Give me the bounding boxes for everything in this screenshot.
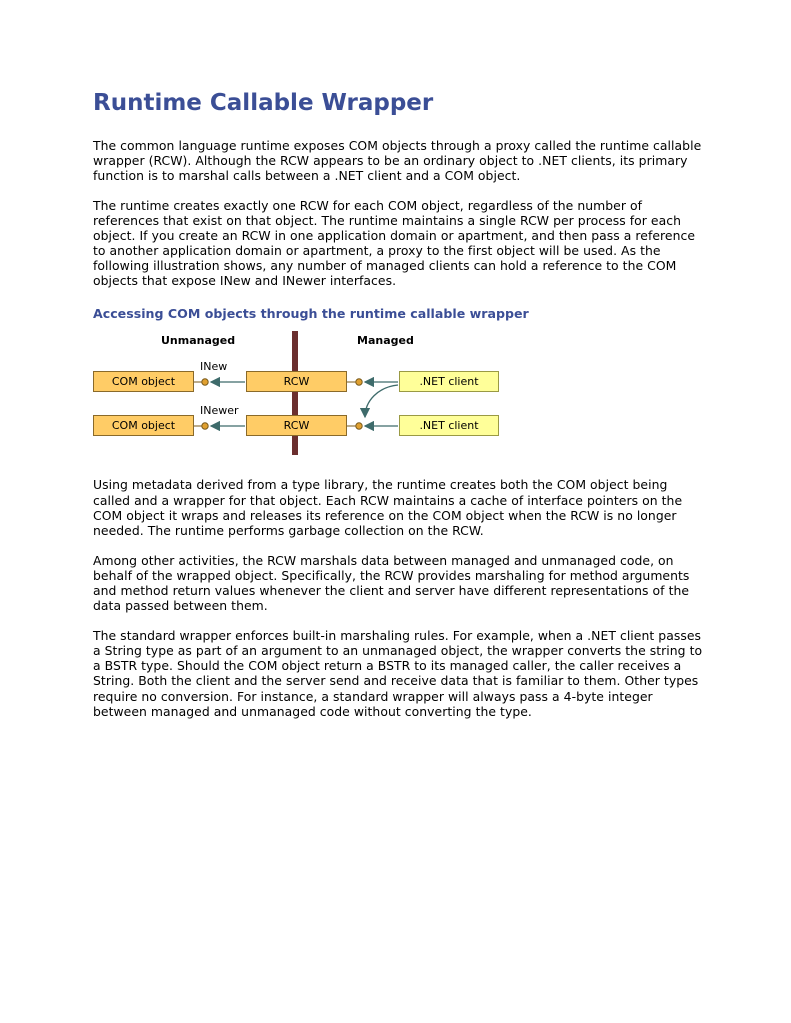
- row2-inewer-connector: [202, 423, 208, 429]
- paragraph-4: Among other activities, the RCW marshals data between managed and unmanaged code, on behalf of the wrapped object. Specifically, the RCW provides marshaling for method arguments and method return values whenever the client and server have different representations of the data passed between them.: [93, 552, 690, 614]
- com-object-box-1: COM object: [93, 371, 194, 392]
- com-object-box-2: COM object: [93, 415, 194, 436]
- rcw-diagram: [93, 331, 513, 459]
- rcw-box-1: RCW: [246, 371, 347, 392]
- interface-label-inew: INew: [200, 360, 228, 374]
- document-page: [93, 90, 703, 734]
- row1-inew-connector: [202, 379, 208, 385]
- paragraph-2: The runtime creates exactly one RCW for each COM object, regardless of the number of references that exist on that object. The runtime maintains a single RCW per process for each object. If you create an RCW in one application domain or apartment, and then pass a reference to another application domain or apartment, a proxy to the first object will be used. As the following illustration shows, any number of managed clients can hold a reference to the COM objects that expose INew and INewer interfaces.: [93, 197, 696, 289]
- paragraph-5: The standard wrapper enforces built-in marshaling rules. For example, when a .NET client passes a String type as part of an argument to an unmanaged object, the wrapper converts the string to a BSTR type. Should the COM object return a BSTR to its managed caller, the caller receives a String. Both the client and the server send and receive data that is familiar to them. Other types require no conversion. For instance, a standard wrapper will always pass a 4-byte integer between managed and unmanaged code without converting the type.: [93, 628, 703, 719]
- paragraph-1: The common language runtime exposes COM objects through a proxy called the runtime callable wrapper (RCW). Although the RCW appears to be an ordinary object to .NET clients, its primary function is to marshal calls between a .NET client and a COM object.: [93, 137, 702, 183]
- rcw-box-2: RCW: [246, 415, 347, 436]
- row1-rcw-connector: [356, 379, 362, 385]
- page-title: Runtime Callable Wrapper: [93, 90, 434, 116]
- figure-caption: Accessing COM objects through the runtime callable wrapper: [93, 306, 529, 322]
- row2-rcw-connector: [356, 423, 362, 429]
- paragraph-3: Using metadata derived from a type library, the runtime creates both the COM object being called and a wrapper for that object. Each RCW maintains a cache of interface pointers on the COM object it wraps and releases its reference on the COM object when the RCW is no longer needed. The runtime performs garbage collection on the RCW.: [93, 477, 683, 538]
- cross-reference-arrow: [365, 385, 398, 417]
- net-client-box-2: .NET client: [399, 415, 499, 436]
- managed-label: Managed: [357, 334, 414, 348]
- net-client-box-1: .NET client: [399, 371, 499, 392]
- boundary-divider: [292, 331, 298, 455]
- diagram-graphics: [93, 331, 513, 459]
- interface-label-inewer: INewer: [200, 404, 239, 418]
- unmanaged-label: Unmanaged: [161, 334, 236, 348]
